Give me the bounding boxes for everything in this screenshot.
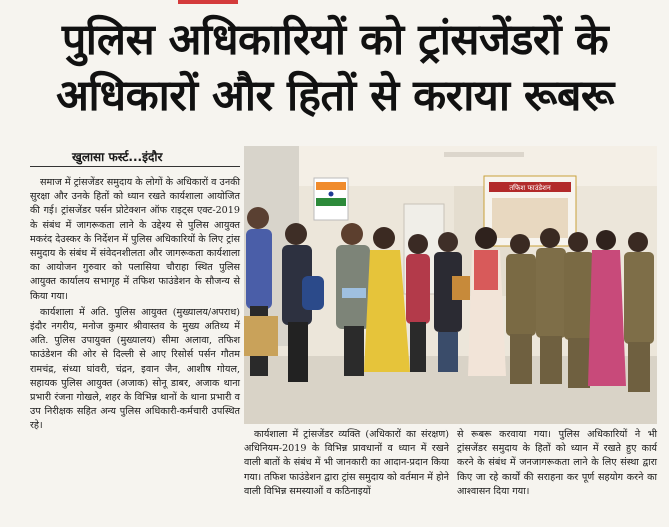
headline-line-2: अधिकारों और हितों से कराया रूबरू bbox=[56, 71, 614, 121]
masthead-accent bbox=[178, 0, 238, 4]
article-paragraph-2: कार्यशाला में अति. पुलिस आयुक्त (मुख्यालय/अपराध) इंदौर नगरीय, मनोज कुमार श्रीवास्तव के मुख्य अतिथ्य में अति. पुलिस उपायुक्त (मुख्यालय) सीमा अलावा, तफिश फाउंडेशन की ओर से दिल्ली से आए रिसोर्स पर्सन गौतम रामचंद्र, संध्या घांवरी, चंद्रन, इवान जैन, आशीष गोयल, सहायक पुलिस आयुक्त (अजाक) सोनू डाबर, अजाक थाना प्रभारी रंजना गोखले, शहर के विभिन्न थानों के थाना प्रभारी व उप निरीक्षक सहित अन्य पुलिस अधिकारी-कर्मचारी उपस्थित रहे। bbox=[30, 306, 240, 432]
news-photo bbox=[244, 146, 657, 424]
article-column-right bbox=[457, 428, 657, 499]
page-top-strip bbox=[0, 0, 669, 6]
headline bbox=[10, 12, 660, 124]
byline-rule bbox=[30, 166, 240, 167]
article-column-left bbox=[30, 176, 240, 436]
article-column-middle bbox=[244, 428, 449, 499]
byline: खुलासा फर्स्ट...इंदौर bbox=[72, 150, 163, 164]
article-paragraph-1: समाज में ट्रांसजेंडर समुदाय के लोगों के अधिकारों व उनकी सुरक्षा और उनके हितों को ध्यान रखते कार्यशाला आयोजित की गई। ट्रांसजेंडर पर्सन प्रोटेक्शन ऑफ राइट्स एक्ट-2019 के संबंध में जागरूकता लाने के उद्देश्य से पुलिस आयुक्त मकरंद देउस्कर के निर्देशन में पुलिस अधिकारियों के लिए ट्रांस समुदाय के संबंध में संवेदनशीलता और जागरूकता कार्यशाला का आयोजन गुरुवार को पलासिया चौराहा स्थित पुलिस आयुक्त कार्यालय सभागृह में तफिश फाउंडेशन के सौजन्य से किया गया। bbox=[30, 177, 240, 302]
banner-poster bbox=[484, 176, 576, 246]
article-paragraph-4: से रूबरू करवाया गया। पुलिस अधिकारियों ने भी ट्रांसजेंडर समुदाय के हितों को ध्यान में रखते हुए कार्य करने के संबंध में जनजागरूकता लाने के लिए संस्था द्वारा किए जा रहे कार्यों की सराहना कर पूर्ण सहयोग करने का आश्वासन दिया गया। bbox=[457, 429, 657, 497]
photo-illustration bbox=[244, 146, 657, 424]
flag-poster bbox=[314, 178, 348, 220]
article-paragraph-3: कार्यशाला में ट्रांसजेंडर व्यक्ति (अधिकारों का संरक्षण) अधिनियम-2019 के विभिन्न प्रावधानों व ध्यान में रखने वाली बातों के संबंध में भी जानकारी का आदान-प्रदान किया गया। तफिश फाउंडेशन द्वारा ट्रांस समुदाय को वर्तमान में होने वाली विभिन्न समस्याओं व कठिनाइयों bbox=[244, 429, 449, 497]
headline-line-1: पुलिस अधिकारियों को ट्रांसजेंडरों के bbox=[61, 15, 609, 65]
banner-text: तफिश फाउंडेशन bbox=[509, 184, 551, 192]
